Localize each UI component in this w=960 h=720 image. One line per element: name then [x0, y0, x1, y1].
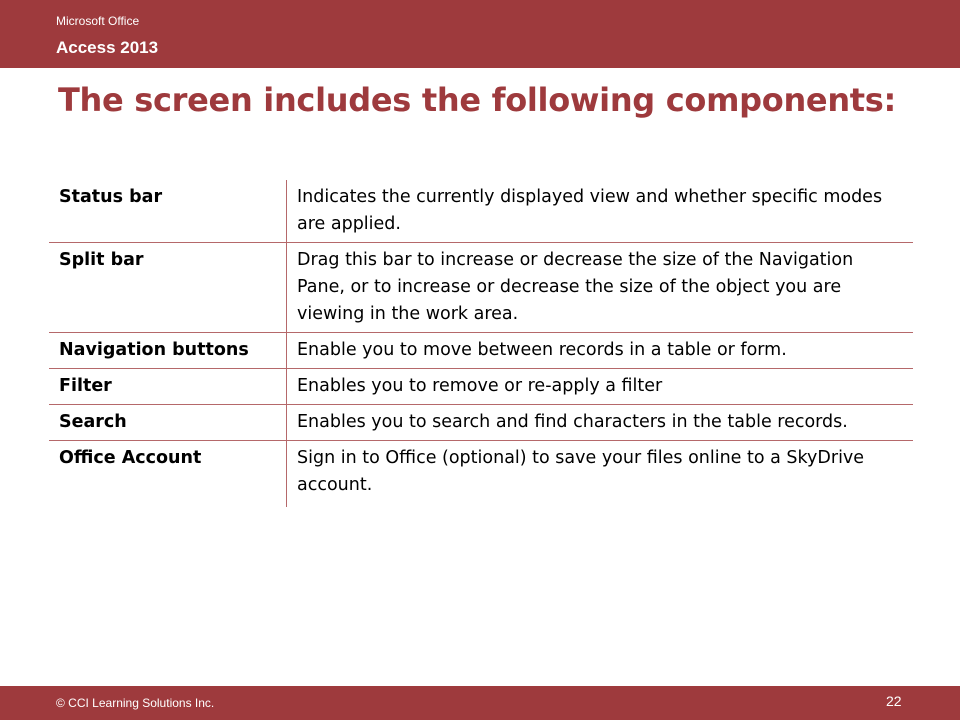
table-row	[49, 180, 913, 243]
component-term: Navigation buttons	[49, 333, 287, 369]
component-description: Indicates the currently displayed view and whether specific modes are applied.	[297, 187, 883, 234]
brand-suite-label: Microsoft Office	[56, 14, 140, 28]
slide-title: The screen includes the following components:	[58, 81, 897, 119]
table-row	[49, 441, 913, 508]
brand-product-label: Access 2013	[56, 38, 159, 57]
table-row	[49, 405, 913, 441]
component-description: Drag this bar to increase or decrease the size of the Navigation Pane, or to increase or decrease the size of the object you are viewing in the work area.	[287, 243, 914, 333]
component-term: Status bar	[49, 180, 287, 243]
page-number: 22	[886, 693, 902, 709]
table-row	[49, 243, 913, 333]
component-description: Sign in to Office (optional) to save your files online to a SkyDrive account.	[287, 441, 914, 508]
table-row	[49, 369, 913, 405]
component-term: Split bar	[49, 243, 287, 333]
component-term: Office Account	[49, 441, 287, 508]
component-term: Search	[49, 405, 287, 441]
component-term: Filter	[49, 369, 287, 405]
component-description: Enable you to move between records in a table or form.	[287, 333, 914, 369]
components-table	[49, 180, 913, 507]
copyright-notice: © CCI Learning Solutions Inc.	[56, 696, 215, 710]
table-row	[49, 333, 913, 369]
component-description: Enables you to search and find characters in the table records.	[287, 405, 914, 441]
component-description: Enables you to remove or re-apply a filter	[287, 369, 914, 405]
